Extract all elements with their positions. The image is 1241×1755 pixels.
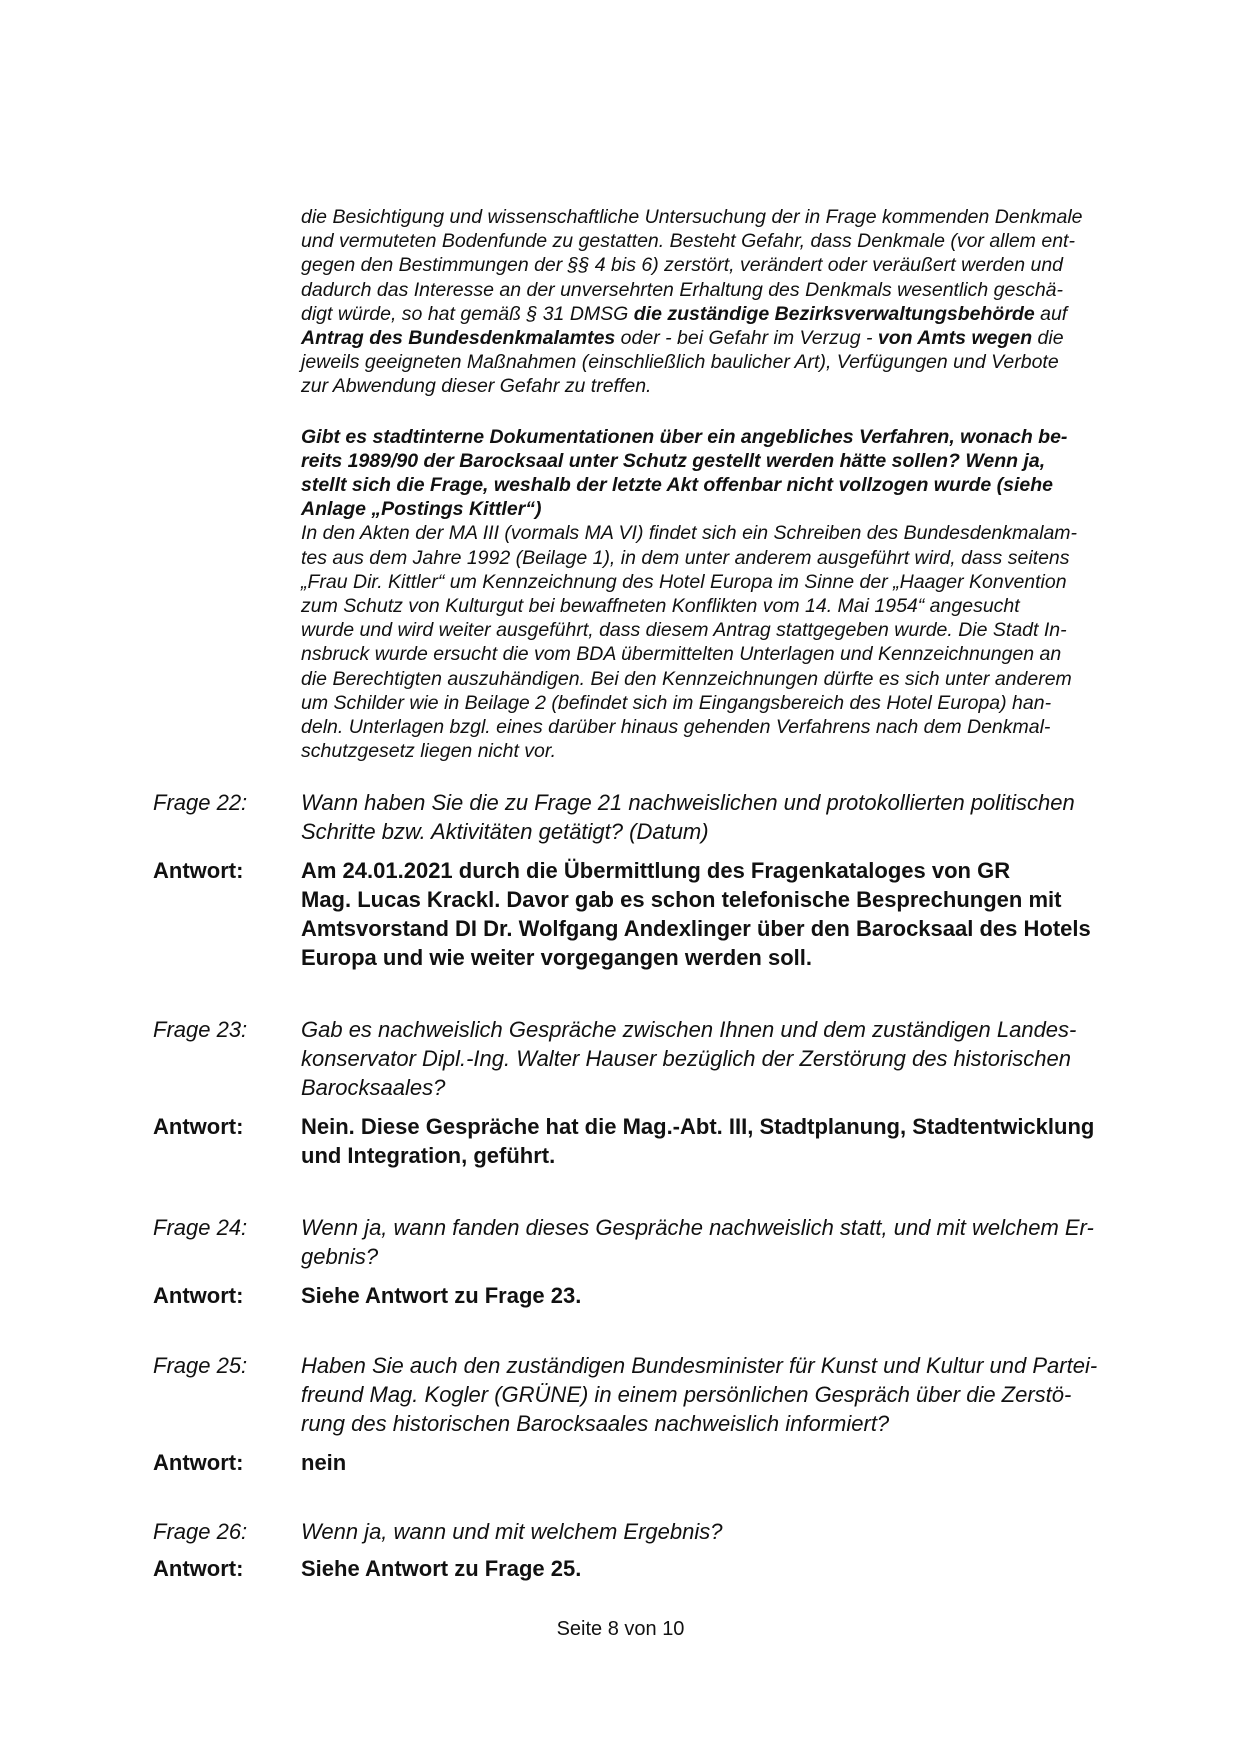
question-line: Wann haben Sie die zu Frage 21 nachweislichen und protokollierten politischen <box>301 790 1075 815</box>
answer-line: Siehe Antwort zu Frage 25. <box>301 1556 582 1581</box>
bold-phrase: von Amts wegen <box>877 327 1033 350</box>
question-row <box>153 1351 1138 1438</box>
sub-answer-line: tes aus dem Jahre 1992 (Beilage 1), in dem unter anderem ausgeführt wird, dass seitens <box>301 546 1070 569</box>
question-text <box>301 1015 1138 1102</box>
paragraph-line <box>301 302 1136 326</box>
answer-row <box>153 856 1138 972</box>
question-label: Frage 23: <box>153 1017 248 1042</box>
question-line: Wenn ja, wann fanden dieses Gespräche nachweislich statt, und mit welchem Er- <box>301 1215 1094 1240</box>
answer-text <box>301 1554 1138 1583</box>
answer-label: Antwort: <box>153 1283 244 1308</box>
question-line: freund Mag. Kogler (GRÜNE) in einem persönlichen Gespräch über die Zerstö- <box>301 1382 1072 1407</box>
bold-phrase: Antrag des Bundesdenkmalamtes <box>301 327 616 350</box>
question-line: konservator Dipl.-Ing. Walter Hauser bezüglich der Zerstörung des historischen <box>301 1046 1071 1071</box>
question-label: Frage 25: <box>153 1353 248 1378</box>
answer-row <box>153 1281 1138 1310</box>
answer-line: Amtsvorstand DI Dr. Wolfgang Andexlinger über den Barocksaal des Hotels <box>301 916 1091 941</box>
question-row <box>153 1213 1138 1271</box>
answer-row <box>153 1448 1138 1477</box>
paragraph-line <box>301 326 1136 350</box>
question-label: Frage 22: <box>153 790 248 815</box>
question-label: Frage 24: <box>153 1215 248 1240</box>
question-row <box>153 1517 1138 1546</box>
qa-block-26 <box>153 1517 1138 1583</box>
sub-answer-line: um Schilder wie in Beilage 2 (befindet sich im Eingangsbereich des Hotel Europa) han- <box>301 691 1052 714</box>
question-text <box>301 788 1138 846</box>
question-line: Gab es nachweislich Gespräche zwischen Ihnen und dem zuständigen Landes- <box>301 1017 1077 1042</box>
sub-question-line: Anlage „Postings Kittler“) <box>301 498 542 521</box>
answer-label: Antwort: <box>153 1450 244 1475</box>
question-text <box>301 1517 1138 1546</box>
answer-line: nein <box>301 1450 347 1475</box>
qa-block-23 <box>153 1015 1138 1170</box>
question-line: Haben Sie auch den zuständigen Bundesminister für Kunst und Kultur und Partei- <box>301 1353 1098 1378</box>
bold-phrase: die zuständige Bezirksverwaltungsbehörde <box>633 302 1035 325</box>
sub-question-line: stellt sich die Frage, weshalb der letzte Akt offenbar nicht vollzogen wurde (siehe <box>301 474 1053 497</box>
paragraph-line: zur Abwendung dieser Gefahr zu treffen. <box>301 375 652 398</box>
continued-answer-block <box>301 205 1136 763</box>
sub-answer-line: „Frau Dir. Kittler“ um Kennzeichnung des Hotel Europa im Sinne der „Haager Konvention <box>301 570 1067 593</box>
question-label: Frage 26: <box>153 1519 248 1544</box>
answer-text <box>301 1112 1138 1170</box>
question-row <box>153 788 1138 846</box>
answer-label: Antwort: <box>153 858 244 883</box>
answer-line: und Integration, geführt. <box>301 1143 556 1168</box>
paragraph-line: die Besichtigung und wissenschaftliche Untersuchung der in Frage kommenden Denkmale <box>301 206 1083 228</box>
answer-line: Am 24.01.2021 durch die Übermittlung des Fragenkataloges von GR <box>301 858 1011 883</box>
question-line: rung des historischen Barocksaales nachweislich informiert? <box>301 1411 890 1436</box>
sub-answer-line: nsbruck wurde ersucht die vom BDA übermittelten Unterlagen und Kennzeichnungen an <box>301 643 1062 666</box>
sub-question-line: reits 1989/90 der Barocksaal unter Schutz gestellt werden hätte sollen? Wenn ja, <box>301 449 1046 472</box>
question-line: Barocksaales? <box>301 1075 446 1100</box>
text-span: oder - bei Gefahr im Verzug - <box>615 327 878 350</box>
page-number-footer: Seite 8 von 10 <box>556 1618 685 1640</box>
paragraph-line: gegen den Bestimmungen der §§ 4 bis 6) zerstört, verändert oder veräußert werden und <box>301 254 1064 277</box>
sub-answer-line: deln. Unterlagen bzgl. eines darüber hinaus gehenden Verfahrens nach dem Denkmal- <box>301 716 1051 739</box>
sub-question-line: Gibt es stadtinterne Dokumentationen über ein angebliches Verfahren, wonach be- <box>301 425 1068 448</box>
answer-text <box>301 856 1138 972</box>
qa-block-22 <box>153 788 1138 972</box>
paragraph-line: und vermuteten Bodenfunde zu gestatten. Besteht Gefahr, dass Denkmale (vor allem ent- <box>301 230 1075 253</box>
question-line: Schritte bzw. Aktivitäten getätigt? (Datum) <box>301 819 709 844</box>
answer-line: Mag. Lucas Krackl. Davor gab es schon telefonische Besprechungen mit <box>301 887 1062 912</box>
answer-line: Europa und wie weiter vorgegangen werden soll. <box>301 945 812 970</box>
sub-answer-line: In den Akten der MA III (vormals MA VI) findet sich ein Schreiben des Bundesdenkmalam- <box>301 522 1078 545</box>
sub-answer-line: die Berechtigten auszuhändigen. Bei den Kennzeichnungen dürfte es sich unter anderem <box>301 667 1072 690</box>
answer-text <box>301 1448 1138 1477</box>
question-text <box>301 1213 1138 1271</box>
answer-row <box>153 1112 1138 1170</box>
paragraph-line: dadurch das Interesse an der unversehrten Erhaltung des Denkmals wesentlich geschä- <box>301 278 1064 301</box>
question-row <box>153 1015 1138 1102</box>
sub-answer-line: schutzgesetz liegen nicht vor. <box>301 740 557 763</box>
paragraph-line: jeweils geeigneten Maßnahmen (einschließlich baulicher Art), Verfügungen und Verbote <box>301 351 1059 374</box>
text-span: auf <box>1034 302 1068 325</box>
sub-answer-line: zum Schutz von Kulturgut bei bewaffneten Konflikten vom 14. Mai 1954“ angesucht <box>301 595 1020 618</box>
text-span: die <box>1032 327 1064 350</box>
answer-row <box>153 1554 1138 1583</box>
question-line: gebnis? <box>301 1244 379 1269</box>
answer-label: Antwort: <box>153 1114 244 1139</box>
text-span: digt würde, so hat gemäß § 31 DMSG <box>301 302 634 325</box>
qa-block-24 <box>153 1213 1138 1310</box>
answer-label: Antwort: <box>153 1556 244 1581</box>
sub-answer-line: wurde und wird weiter ausgeführt, dass diesem Antrag stattgegeben wurde. Die Stadt In- <box>301 619 1067 642</box>
question-line: Wenn ja, wann und mit welchem Ergebnis? <box>301 1519 723 1544</box>
answer-line: Nein. Diese Gespräche hat die Mag.-Abt. III, Stadtplanung, Stadtentwicklung <box>301 1114 1095 1139</box>
answer-text <box>301 1281 1138 1310</box>
answer-line: Siehe Antwort zu Frage 23. <box>301 1283 582 1308</box>
question-text <box>301 1351 1138 1438</box>
qa-block-25 <box>153 1351 1138 1477</box>
